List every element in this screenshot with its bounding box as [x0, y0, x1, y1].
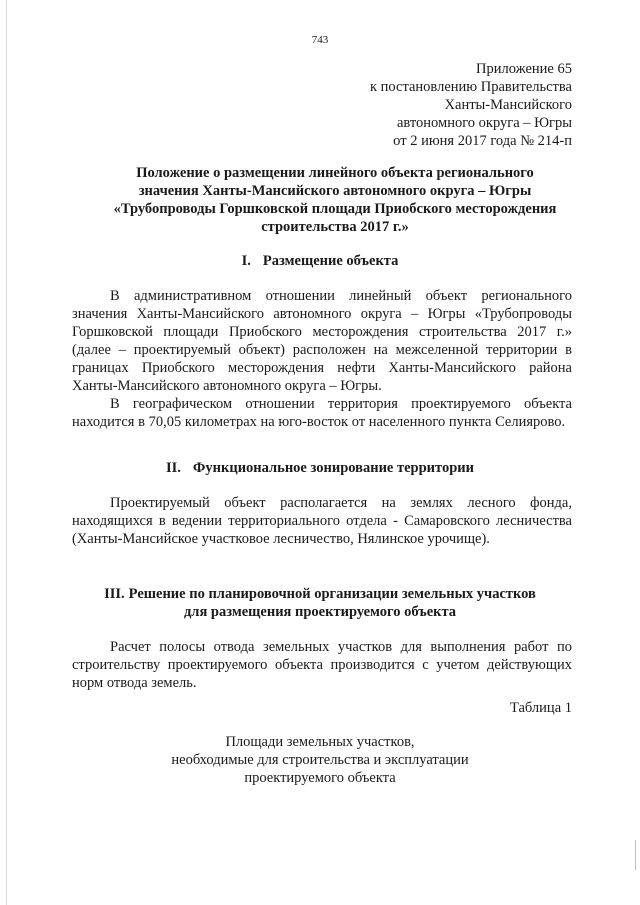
title-line: «Трубопроводы Горшковской площади Приобского месторождения [113, 201, 557, 217]
scan-mark [635, 840, 636, 870]
appendix-line: к постановлению Правительства [370, 79, 572, 95]
appendix-block [370, 60, 572, 150]
table-title-line: проектируемого объекта [244, 770, 396, 786]
table-label: Таблица 1 [509, 700, 572, 716]
document-title [90, 164, 580, 236]
scan-edge-line [6, 0, 7, 905]
section-1-number: I. [241, 253, 251, 269]
section-1-heading [60, 252, 580, 270]
appendix-line: от 2 июня 2017 года № 214-п [393, 133, 572, 149]
section-1-title: Размещение объекта [262, 253, 399, 269]
title-line: строительства 2017 г.» [261, 219, 409, 235]
title-line: Положение о размещении линейного объекта регионального [136, 165, 534, 181]
table-title-line: необходимые для строительства и эксплуатации [171, 752, 469, 768]
section-3-title-line-1: Решение по планировочной организации земельных участков [128, 586, 536, 602]
paragraph: В географическом отношении территория проектируемого объекта находится в 70,05 километрах на юго-восток от населенного пункта Селиярово. [72, 396, 572, 430]
section-1-body [72, 287, 572, 431]
section-3-heading [60, 585, 580, 621]
appendix-line: Приложение 65 [476, 61, 572, 77]
paragraph: Расчет полосы отвода земельных участков для выполнения работ по строительству проектируемого объекта производится с учетом действующих норм отвода земель. [72, 639, 572, 691]
section-3-body [72, 638, 572, 692]
paragraph: Проектируемый объект располагается на землях лесного фонда, находящихся в ведении территориального отдела - Самаровского лесничества (Ханты-Мансийское участковое лесничество, Нялинское урочище). [72, 495, 572, 547]
section-3-number: III. [104, 586, 125, 602]
paragraph: В административном отношении линейный объект регионального значения Ханты-Мансийского автономного округа – Югры «Трубопроводы Горшковской площади Приобского месторождения строительства 2017 г.» (далее – проектируемый объект) расположен на межселенной территории в границах Приобского месторождения нефти Ханты-Мансийского района Ханты-Мансийского автономного округа – Югры. [72, 288, 572, 394]
title-line: значения Ханты-Мансийского автономного округа – Югры [138, 183, 532, 199]
section-2-heading [60, 459, 580, 477]
page-number: 743 [311, 34, 329, 46]
section-2-number: II. [166, 460, 181, 476]
section-2-body [72, 494, 572, 548]
section-2-title: Функциональное зонирование территории [192, 460, 474, 476]
appendix-line: автономного округа – Югры [396, 115, 572, 131]
table-title-line: Площади земельных участков, [225, 734, 415, 750]
table-title [100, 733, 540, 787]
appendix-line: Ханты-Мансийского [444, 97, 572, 113]
section-3-title-line-2: для размещения проектируемого объекта [183, 604, 457, 620]
